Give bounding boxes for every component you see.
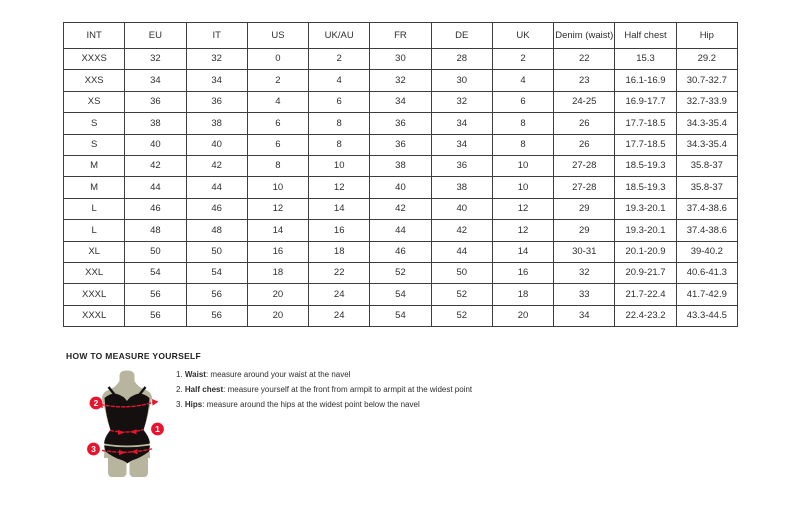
size-cell: 40.6-41.3 [676, 262, 737, 283]
size-cell: 8 [247, 155, 308, 176]
size-cell: 20.1-20.9 [615, 241, 676, 262]
item-text: : measure around your waist at the navel [205, 370, 351, 379]
column-header: US [247, 23, 308, 49]
size-cell: 44 [370, 220, 431, 241]
size-cell: 56 [125, 284, 186, 305]
size-cell: 27-28 [554, 155, 615, 176]
size-cell: 35.8-37 [676, 177, 737, 198]
size-cell: XS [64, 91, 125, 112]
size-cell: 32 [431, 91, 492, 112]
item-label: Half chest [184, 385, 224, 394]
size-cell: 46 [186, 198, 247, 219]
size-cell: 18 [247, 262, 308, 283]
size-cell: M [64, 177, 125, 198]
size-cell: 14 [492, 241, 553, 262]
table-row [64, 49, 738, 70]
size-cell: 32 [125, 49, 186, 70]
size-cell: 10 [492, 155, 553, 176]
size-cell: 34 [370, 91, 431, 112]
table-row [64, 134, 738, 155]
size-cell: 46 [125, 198, 186, 219]
size-cell: 29 [554, 198, 615, 219]
size-cell: 44 [125, 177, 186, 198]
table-body [64, 49, 738, 327]
size-cell: 22.4-23.2 [615, 305, 676, 326]
size-cell: 50 [431, 262, 492, 283]
size-cell: 19.3-20.1 [615, 220, 676, 241]
size-cell: 50 [125, 241, 186, 262]
size-cell: 34 [554, 305, 615, 326]
size-cell: XXL [64, 262, 125, 283]
column-header: EU [125, 23, 186, 49]
size-cell: 8 [492, 134, 553, 155]
size-cell: 43.3-44.5 [676, 305, 737, 326]
size-cell: XXXS [64, 49, 125, 70]
size-cell: 10 [247, 177, 308, 198]
item-number: 1. [176, 370, 183, 379]
size-cell: 18.5-19.3 [615, 177, 676, 198]
size-cell: 42 [431, 220, 492, 241]
size-cell: 54 [186, 262, 247, 283]
size-cell: 44 [431, 241, 492, 262]
size-cell: 24-25 [554, 91, 615, 112]
size-cell: 8 [309, 134, 370, 155]
size-cell: 20.9-21.7 [615, 262, 676, 283]
measure-item-waist [176, 371, 472, 379]
size-cell: 6 [309, 91, 370, 112]
size-cell: 17.7-18.5 [615, 134, 676, 155]
size-cell: XXS [64, 70, 125, 91]
size-cell: XXXL [64, 305, 125, 326]
size-cell: 6 [247, 134, 308, 155]
size-cell: 14 [247, 220, 308, 241]
size-cell: 34 [431, 134, 492, 155]
size-cell: 30.7-32.7 [676, 70, 737, 91]
table-row [64, 262, 738, 283]
column-header: Hip [676, 23, 737, 49]
size-cell: 36 [186, 91, 247, 112]
table-row [64, 220, 738, 241]
table-row [64, 155, 738, 176]
size-cell: 34 [431, 113, 492, 134]
table-row [64, 113, 738, 134]
size-cell: 16 [492, 262, 553, 283]
item-text: : measure yourself at the front from armpit to armpit at the widest point [223, 385, 473, 394]
size-cell: 18 [492, 284, 553, 305]
table-row [64, 70, 738, 91]
item-text: : measure around the hips at the widest point below the navel [202, 400, 420, 409]
size-cell: 54 [370, 284, 431, 305]
table-row [64, 198, 738, 219]
size-cell: 36 [370, 134, 431, 155]
chest-marker-number: 2 [93, 398, 99, 408]
size-cell: 28 [431, 49, 492, 70]
measure-item-half-chest [176, 386, 472, 394]
size-cell: 23 [554, 70, 615, 91]
size-cell: 15.3 [615, 49, 676, 70]
column-header: INT [64, 23, 125, 49]
size-cell: 32 [554, 262, 615, 283]
size-cell: 39-40.2 [676, 241, 737, 262]
size-cell: 56 [125, 305, 186, 326]
size-cell: 52 [431, 284, 492, 305]
camisole-bodice [104, 394, 150, 446]
size-cell: 2 [247, 70, 308, 91]
measure-instructions-list [176, 371, 472, 416]
item-number: 2. [176, 385, 183, 394]
size-cell: 0 [247, 49, 308, 70]
size-cell: 38 [370, 155, 431, 176]
size-cell: 40 [370, 177, 431, 198]
size-cell: 16 [309, 220, 370, 241]
size-cell: 22 [554, 49, 615, 70]
header-row [64, 23, 738, 49]
size-cell: L [64, 198, 125, 219]
size-cell: 10 [492, 177, 553, 198]
measure-item-hips [176, 401, 472, 409]
size-cell: 12 [492, 220, 553, 241]
size-cell: 32 [370, 70, 431, 91]
column-header: Half chest [615, 23, 676, 49]
size-cell: 38 [125, 113, 186, 134]
size-cell: 29.2 [676, 49, 737, 70]
size-cell: 37.4-38.6 [676, 198, 737, 219]
size-cell: 4 [309, 70, 370, 91]
size-cell: 27-28 [554, 177, 615, 198]
size-cell: 48 [125, 220, 186, 241]
size-cell: 14 [309, 198, 370, 219]
size-cell: 34 [186, 70, 247, 91]
size-cell: 42 [125, 155, 186, 176]
size-cell: 18 [309, 241, 370, 262]
measure-section-title: HOW TO MEASURE YOURSELF [66, 351, 202, 361]
size-cell: 4 [247, 91, 308, 112]
size-cell: 52 [431, 305, 492, 326]
size-cell: 2 [492, 49, 553, 70]
size-cell: L [64, 220, 125, 241]
size-cell: 34.3-35.4 [676, 134, 737, 155]
size-cell: 16.9-17.7 [615, 91, 676, 112]
size-cell: 20 [492, 305, 553, 326]
size-cell: 12 [247, 198, 308, 219]
column-header: UK/AU [309, 23, 370, 49]
size-cell: 30 [431, 70, 492, 91]
chest-arrow-right [152, 399, 159, 406]
size-cell: 36 [431, 155, 492, 176]
item-number: 3. [176, 400, 183, 409]
size-cell: 36 [125, 91, 186, 112]
size-cell: 24 [309, 284, 370, 305]
size-cell: 30 [370, 49, 431, 70]
size-cell: 8 [309, 113, 370, 134]
item-label: Hips [184, 400, 203, 409]
size-cell: 33 [554, 284, 615, 305]
column-header: IT [186, 23, 247, 49]
waist-marker-number: 1 [155, 424, 160, 434]
table-row [64, 91, 738, 112]
size-cell: 44 [186, 177, 247, 198]
size-cell: 26 [554, 134, 615, 155]
size-cell: 50 [186, 241, 247, 262]
size-cell: 40 [186, 134, 247, 155]
size-cell: 34.3-35.4 [676, 113, 737, 134]
size-cell: 21.7-22.4 [615, 284, 676, 305]
size-cell: 38 [431, 177, 492, 198]
size-cell: 26 [554, 113, 615, 134]
table-row [64, 177, 738, 198]
size-cell: M [64, 155, 125, 176]
size-cell: 52 [370, 262, 431, 283]
item-label: Waist [184, 370, 206, 379]
size-cell: 16.1-16.9 [615, 70, 676, 91]
size-cell: 8 [492, 113, 553, 134]
column-header: Denim (waist) [554, 23, 615, 49]
hips-marker-number: 3 [91, 444, 96, 454]
size-cell: 29 [554, 220, 615, 241]
size-cell: 32 [186, 49, 247, 70]
size-cell: 16 [247, 241, 308, 262]
size-cell: 41.7-42.9 [676, 284, 737, 305]
size-cell: 12 [309, 177, 370, 198]
size-cell: 6 [492, 91, 553, 112]
size-cell: 19.3-20.1 [615, 198, 676, 219]
column-header: FR [370, 23, 431, 49]
size-cell: 40 [431, 198, 492, 219]
table-header [64, 23, 738, 49]
size-cell: S [64, 113, 125, 134]
size-cell: 6 [247, 113, 308, 134]
size-cell: 24 [309, 305, 370, 326]
size-cell: 35.8-37 [676, 155, 737, 176]
size-cell: 37.4-38.6 [676, 220, 737, 241]
size-cell: 20 [247, 305, 308, 326]
size-cell: 46 [370, 241, 431, 262]
size-cell: 54 [125, 262, 186, 283]
size-cell: 12 [492, 198, 553, 219]
size-cell: 42 [186, 155, 247, 176]
size-cell: XXXL [64, 284, 125, 305]
size-cell: 4 [492, 70, 553, 91]
size-chart-table [63, 22, 738, 327]
size-cell: 17.7-18.5 [615, 113, 676, 134]
size-cell: 56 [186, 284, 247, 305]
size-cell: XL [64, 241, 125, 262]
size-cell: 30-31 [554, 241, 615, 262]
column-header: UK [492, 23, 553, 49]
size-cell: 40 [125, 134, 186, 155]
table-row [64, 284, 738, 305]
size-cell: 18.5-19.3 [615, 155, 676, 176]
column-header: DE [431, 23, 492, 49]
size-cell: 56 [186, 305, 247, 326]
size-cell: 32.7-33.9 [676, 91, 737, 112]
size-cell: 10 [309, 155, 370, 176]
measurement-figure [75, 368, 175, 500]
size-cell: S [64, 134, 125, 155]
size-cell: 2 [309, 49, 370, 70]
size-cell: 36 [370, 113, 431, 134]
size-cell: 20 [247, 284, 308, 305]
table-row [64, 241, 738, 262]
size-cell: 22 [309, 262, 370, 283]
table-row [64, 305, 738, 326]
size-cell: 38 [186, 113, 247, 134]
size-cell: 54 [370, 305, 431, 326]
size-cell: 48 [186, 220, 247, 241]
size-cell: 42 [370, 198, 431, 219]
size-cell: 34 [125, 70, 186, 91]
